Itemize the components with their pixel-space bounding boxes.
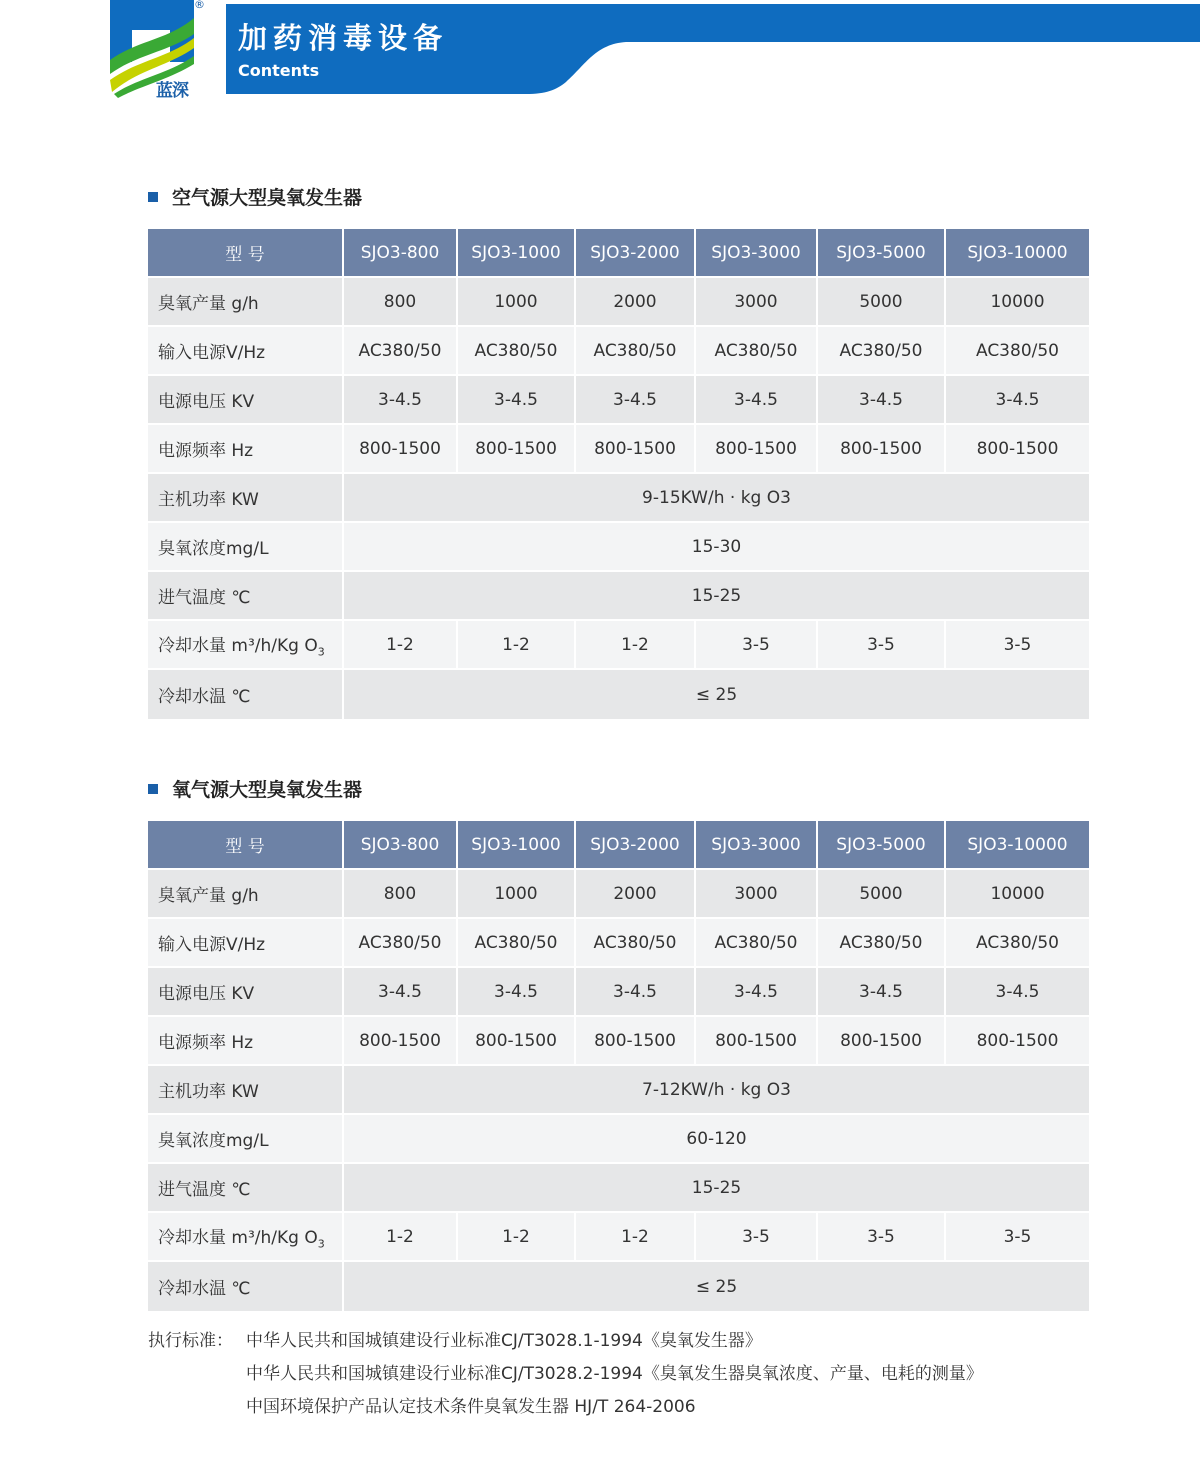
standards-lead: 执行标准：: [148, 1331, 233, 1351]
table-header-row: [148, 229, 1089, 278]
row-label-main: 冷却水量 m³/h/Kg O: [158, 1227, 318, 1248]
row-label: 臭氧产量 g/h: [148, 870, 344, 919]
table-row: [148, 1164, 1089, 1213]
page-subtitle: Contents: [238, 61, 320, 80]
table-cell: 1-2: [458, 1213, 576, 1262]
standard-line: [148, 1355, 983, 1388]
merged-cell: 7-12KW/h · kg O3: [344, 1066, 1089, 1115]
table-cell: AC380/50: [696, 327, 818, 376]
table-cell: 2000: [576, 278, 696, 327]
table-cell: AC380/50: [344, 327, 458, 376]
table-cell: 10000: [946, 870, 1089, 919]
table-row: [148, 1115, 1089, 1164]
row-label: 电源电压 KV: [148, 376, 344, 425]
table-header-row: [148, 821, 1089, 870]
standard-item: 中国环境保护产品认定技术条件臭氧发生器 HJ/T 264-2006: [246, 1397, 696, 1417]
merged-cell: 9-15KW/h · kg O3: [344, 474, 1089, 523]
header-cell: 型 号: [148, 821, 344, 870]
table-row: [148, 1066, 1089, 1115]
row-label: 臭氧浓度mg/L: [148, 523, 344, 572]
section-title-oxygen: [148, 775, 362, 802]
table-cell: AC380/50: [576, 919, 696, 968]
table-cell: 1-2: [344, 621, 458, 670]
table-cell: 3-4.5: [946, 968, 1089, 1017]
table-cell: 1-2: [344, 1213, 458, 1262]
model-cell: SJO3-10000: [946, 821, 1089, 870]
spec-table-oxygen: [148, 821, 1089, 1311]
model-cell: SJO3-2000: [576, 229, 696, 278]
row-label: 臭氧产量 g/h: [148, 278, 344, 327]
model-cell: SJO3-800: [344, 229, 458, 278]
table-row: [148, 1213, 1089, 1262]
table-row: [148, 327, 1089, 376]
table-cell: 800: [344, 870, 458, 919]
model-cell: SJO3-3000: [696, 229, 818, 278]
table-cell: 3-4.5: [818, 968, 946, 1017]
merged-cell: 15-30: [344, 523, 1089, 572]
table-row: [148, 278, 1089, 327]
table-cell: 800-1500: [696, 1017, 818, 1066]
table-cell: 1000: [458, 870, 576, 919]
table-cell: 800-1500: [576, 1017, 696, 1066]
spec-table-air: [148, 229, 1089, 719]
standard-line: [148, 1322, 983, 1355]
table-cell: 800-1500: [458, 425, 576, 474]
model-cell: SJO3-800: [344, 821, 458, 870]
table-row: [148, 870, 1089, 919]
square-bullet-icon: [148, 192, 158, 202]
model-cell: SJO3-2000: [576, 821, 696, 870]
table-row: [148, 670, 1089, 719]
table-cell: AC380/50: [696, 919, 818, 968]
merged-cell: ≤ 25: [344, 1262, 1089, 1311]
table-cell: AC380/50: [458, 327, 576, 376]
table-cell: 1-2: [576, 1213, 696, 1262]
table-row: [148, 1262, 1089, 1311]
standard-item: 中华人民共和国城镇建设行业标准CJ/T3028.2-1994《臭氧发生器臭氧浓度、产量、电耗的测量》: [246, 1364, 983, 1384]
row-label: 主机功率 KW: [148, 1066, 344, 1115]
table-cell: 1-2: [576, 621, 696, 670]
table-cell: AC380/50: [946, 919, 1089, 968]
table-cell: 800-1500: [576, 425, 696, 474]
merged-cell: ≤ 25: [344, 670, 1089, 719]
table-cell: 3-4.5: [818, 376, 946, 425]
table-cell: 800-1500: [344, 1017, 458, 1066]
table-cell: 3-4.5: [696, 376, 818, 425]
row-label-subscript: 3: [317, 1237, 325, 1251]
table-cell: 3-4.5: [946, 376, 1089, 425]
row-label: 主机功率 KW: [148, 474, 344, 523]
table-cell: AC380/50: [818, 919, 946, 968]
table-cell: 3-4.5: [576, 968, 696, 1017]
table-cell: AC380/50: [818, 327, 946, 376]
logo-text: 蓝深: [156, 81, 188, 101]
table-cell: 3-4.5: [458, 376, 576, 425]
row-label-subscript: 3: [317, 645, 325, 659]
table-cell: 3-5: [946, 621, 1089, 670]
table-cell: 800-1500: [818, 425, 946, 474]
table-cell: 800-1500: [696, 425, 818, 474]
table-row: [148, 376, 1089, 425]
row-label: [148, 1213, 344, 1262]
row-label: 臭氧浓度mg/L: [148, 1115, 344, 1164]
standard-line: [148, 1388, 983, 1421]
table-cell: 3-4.5: [344, 376, 458, 425]
table-cell: 3-5: [696, 621, 818, 670]
merged-cell: 15-25: [344, 1164, 1089, 1213]
table-cell: 800-1500: [344, 425, 458, 474]
page-title: 加药消毒设备: [238, 21, 449, 55]
table-cell: AC380/50: [458, 919, 576, 968]
model-cell: SJO3-5000: [818, 229, 946, 278]
table-row: [148, 425, 1089, 474]
merged-cell: 15-25: [344, 572, 1089, 621]
section-title-air: [148, 183, 362, 210]
table-row: [148, 572, 1089, 621]
table-cell: 800: [344, 278, 458, 327]
row-label-main: 冷却水量 m³/h/Kg O: [158, 635, 318, 656]
row-label: 冷却水温 ℃: [148, 1262, 344, 1311]
row-label: [148, 621, 344, 670]
merged-cell: 60-120: [344, 1115, 1089, 1164]
table-cell: 800-1500: [946, 1017, 1089, 1066]
table-cell: AC380/50: [576, 327, 696, 376]
model-cell: SJO3-1000: [458, 821, 576, 870]
table-cell: 3000: [696, 278, 818, 327]
table-cell: 1000: [458, 278, 576, 327]
row-label: 电源电压 KV: [148, 968, 344, 1017]
model-cell: SJO3-1000: [458, 229, 576, 278]
model-cell: SJO3-5000: [818, 821, 946, 870]
row-label: 输入电源V/Hz: [148, 919, 344, 968]
table-cell: 10000: [946, 278, 1089, 327]
model-cell: SJO3-3000: [696, 821, 818, 870]
table-row: [148, 621, 1089, 670]
table-cell: 800-1500: [946, 425, 1089, 474]
registered-mark: ®: [194, 0, 205, 11]
table-cell: 2000: [576, 870, 696, 919]
table-cell: 800-1500: [458, 1017, 576, 1066]
section-title-text: 氧气源大型臭氧发生器: [172, 779, 363, 801]
section-title-text: 空气源大型臭氧发生器: [172, 187, 363, 209]
square-bullet-icon: [148, 784, 158, 794]
row-label: 进气温度 ℃: [148, 1164, 344, 1213]
model-cell: SJO3-10000: [946, 229, 1089, 278]
table-row: [148, 1017, 1089, 1066]
table-cell: AC380/50: [946, 327, 1089, 376]
table-cell: 3-4.5: [458, 968, 576, 1017]
header-cell: 型 号: [148, 229, 344, 278]
table-row: [148, 968, 1089, 1017]
table-cell: 3-5: [946, 1213, 1089, 1262]
standards-block: [148, 1322, 983, 1421]
standard-item: 中华人民共和国城镇建设行业标准CJ/T3028.1-1994《臭氧发生器》: [246, 1331, 762, 1351]
row-label: 输入电源V/Hz: [148, 327, 344, 376]
table-cell: 5000: [818, 278, 946, 327]
table-cell: 1-2: [458, 621, 576, 670]
row-label: 进气温度 ℃: [148, 572, 344, 621]
table-row: [148, 919, 1089, 968]
table-cell: 3-5: [818, 1213, 946, 1262]
table-row: [148, 523, 1089, 572]
table-cell: 3-4.5: [344, 968, 458, 1017]
table-cell: 3000: [696, 870, 818, 919]
table-cell: 3-4.5: [696, 968, 818, 1017]
table-cell: 3-5: [818, 621, 946, 670]
table-row: [148, 474, 1089, 523]
table-cell: 3-5: [696, 1213, 818, 1262]
row-label: 电源频率 Hz: [148, 1017, 344, 1066]
table-cell: 3-4.5: [576, 376, 696, 425]
table-cell: 5000: [818, 870, 946, 919]
table-cell: AC380/50: [344, 919, 458, 968]
table-cell: 800-1500: [818, 1017, 946, 1066]
row-label: 冷却水温 ℃: [148, 670, 344, 719]
row-label: 电源频率 Hz: [148, 425, 344, 474]
